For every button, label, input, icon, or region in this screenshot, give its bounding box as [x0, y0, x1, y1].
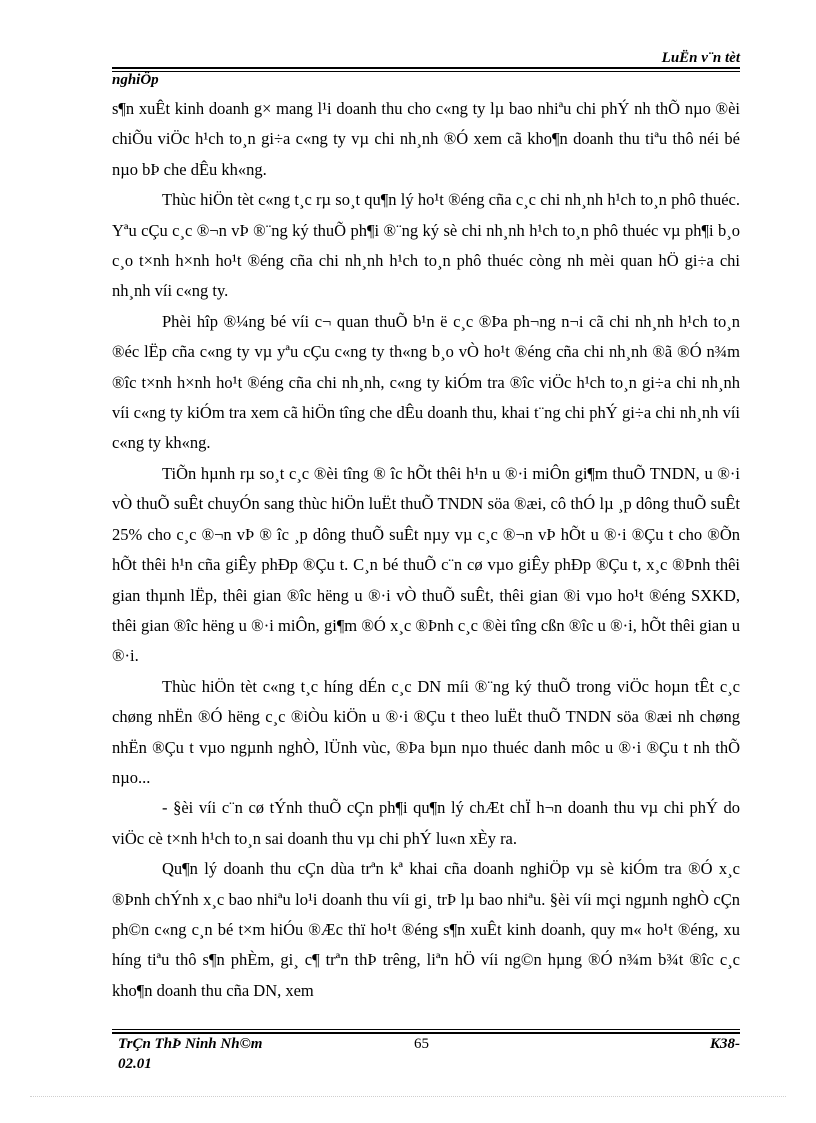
footer-class-code: K38-: [710, 1036, 740, 1052]
header-title-continuation: nghiÖp: [112, 72, 159, 88]
paragraph-5: Thùc hiÖn tèt c«ng t¸c híng dÉn c¸c DN míi ®¨ng ký thuÕ trong viÖc hoµn tÊt c¸c chøng nhËn ®Ó hëng c¸c ®iÒu kiÖn u ®·i ®Çu t theo luËt thuÕ TNDN söa ®æi nh chøng nhËn ®Çu t vµo ngµnh nghÒ, lÜnh vùc, ®Þa bµn nµo thuéc danh môc u ®·i ®Çu t nh thÕ nµo...: [112, 676, 740, 787]
paragraph-4: TiÕn hµnh rµ so¸t c¸c ®èi tîng ® îc hÕt thêi h¹n u ®·i miÔn gi¶m thuÕ TNDN, u ®·i vÒ thuÕ suÊt chuyÓn sang thùc hiÖn luËt thuÕ TNDN söa ®æi, cô thÓ lµ ¸p dông thuÕ suÊt 25% cho c¸c ®¬n vÞ ® îc ¸p dông thuÕ suÊt nµy vµ c¸c ®¬n vÞ hÕt u ®·i ®Çu t cho ®Õn hÕt thêi h¹n cña giÊy phÐp ®Çu t. C¸n bé thuÕ c¨n cø vµo giÊy phÐp ®Çu t, x¸c ®Þnh thêi gian thµnh lËp, thêi gian ®îc hëng u ®·i vÒ thuÕ suÊt, thêi gian ®i vµo ho¹t ®éng SXKD, thêi gian ®îc hëng u ®·i miÔn, gi¶m ®Ó x¸c ®Þnh c¸c ®èi tîng cßn ®îc u ®·i, hÕt thêi gian u ®·i.: [112, 463, 740, 666]
footer-rule: [112, 1032, 740, 1034]
paragraph-3: Phèi hîp ®¼ng bé víi c¬ quan thuÕ b¹n ë c¸c ®Þa ph¬ng n¬i cã chi nh¸nh h¹ch to¸n ®éc lËp cña c«ng ty vµ yªu cÇu c«ng ty th«ng b¸o vÒ ho¹t ®éng cña chi nh¸nh ®ã ®Ó n¾m ®îc t×nh h×nh ho¹t ®éng cña chi nh¸nh, c«ng ty kiÓm tra ®îc viÖc h¹ch to¸n gi÷a chi nh¸nh víi c«ng ty kiÓm tra xem cã hiÖn tîng che dÊu doanh thu, khai t¨ng chi phÝ gi÷a chi nh¸nh víi c«ng ty kh«ng.: [112, 311, 740, 453]
paragraph-7: Qu¶n lý doanh thu cÇn dùa trªn kª khai cña doanh nghiÖp vµ sè kiÓm tra ®Ó x¸c ®Þnh chÝnh x¸c bao nhiªu lo¹i doanh thu víi gi¸ trÞ lµ bao nhiªu. §èi víi mçi ngµnh nghÒ cÇn ph©n c«ng c¸n bé t×m hiÓu ®Æc thï ho¹t ®éng s¶n xuÊt kinh doanh, quy m« ho¹t ®éng, xu híng tiªu thô s¶n phÈm, gi¸ c¶ trªn thÞ trêng, liªn hÖ víi ng©n hµng ®Ó n¾m b¾t ®îc c¸c kho¶n doanh thu cña DN, xem: [112, 859, 740, 1000]
footer-rule-thin: [112, 1029, 740, 1030]
paragraph-1: s¶n xuÊt kinh doanh g× mang l¹i doanh thu cho c«ng ty lµ bao nhiªu chi phÝ nh thÕ nµo ®èi chiÕu viÖc h¹ch to¸n gi÷a c«ng ty vµ chi nh¸nh ®Ó xem cã kho¶n doanh thu tiªu thô néi bé nµo bÞ che dÊu kh«ng.: [112, 99, 740, 179]
page-edge: [30, 1096, 786, 1097]
header-title: LuËn v¨n tèt: [661, 50, 740, 66]
footer-author: TrÇn ThÞ Ninh Nh©m: [118, 1036, 263, 1052]
header-rule: [112, 67, 740, 69]
footer-class-code-continuation: 02.01: [118, 1056, 152, 1072]
body-text: [112, 94, 740, 1006]
header-rule-thin: [112, 71, 740, 72]
paragraph-2: Thùc hiÖn tèt c«ng t¸c rµ so¸t qu¶n lý ho¹t ®éng cña c¸c chi nh¸nh h¹ch to¸n phô thuéc. Yªu cÇu c¸c ®¬n vÞ ®¨ng ký thuÕ ph¶i ®¨ng ký sè chi nh¸nh h¹ch to¸n phô thuéc vµ ph¶i b¸o c¸o t×nh h×nh ho¹t ®éng cña chi nh¸nh h¹ch to¸n phô thuéc còng nh mèi quan hÖ gi÷a chi nh¸nh víi c«ng ty.: [112, 190, 740, 301]
paragraph-6: - §èi víi c¨n cø tÝnh thuÕ cÇn ph¶i qu¶n lý chÆt chÏ h¬n doanh thu vµ chi phÝ do viÖc cè t×nh h¹ch to¸n sai doanh thu vµ chi phÝ lu«n xÈy ra.: [112, 798, 740, 848]
page-number: 65: [414, 1036, 429, 1052]
